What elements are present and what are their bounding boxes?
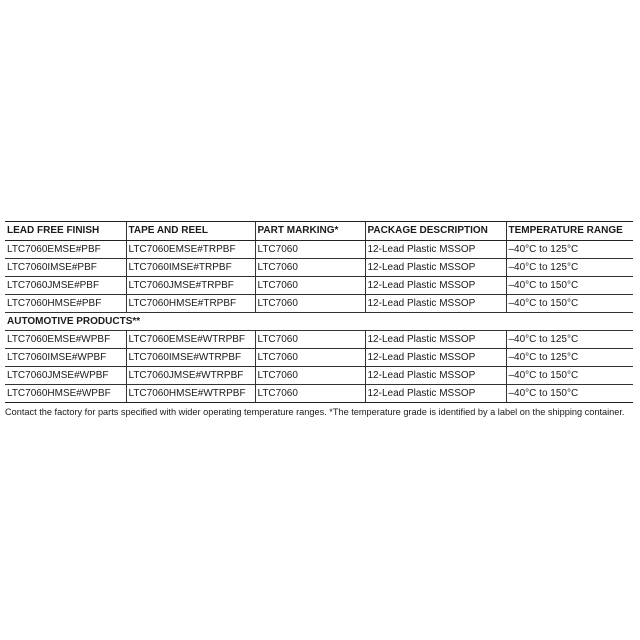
tape-and-reel-cell: LTC7060IMSE#TRPBF bbox=[126, 259, 255, 277]
header-part-marking: PART MARKING* bbox=[255, 222, 365, 241]
tape-and-reel-cell: LTC7060EMSE#WTRPBF bbox=[126, 331, 255, 349]
lead-free-finish-cell: LTC7060IMSE#WPBF bbox=[5, 349, 126, 367]
package-description-cell: 12-Lead Plastic MSSOP bbox=[365, 331, 506, 349]
part-marking-cell: LTC7060 bbox=[255, 331, 365, 349]
table-row bbox=[5, 277, 633, 295]
table-footnote: Contact the factory for parts specified with wider operating temperature ranges. *The temperature grade is identified by a label on the shipping container. bbox=[5, 407, 625, 417]
package-description-cell: 12-Lead Plastic MSSOP bbox=[365, 277, 506, 295]
part-marking-cell: LTC7060 bbox=[255, 367, 365, 385]
package-description-cell: 12-Lead Plastic MSSOP bbox=[365, 349, 506, 367]
table-header-row bbox=[5, 222, 633, 241]
tape-and-reel-cell: LTC7060HMSE#TRPBF bbox=[126, 295, 255, 313]
tape-and-reel-cell: LTC7060EMSE#TRPBF bbox=[126, 241, 255, 259]
package-description-cell: 12-Lead Plastic MSSOP bbox=[365, 367, 506, 385]
lead-free-finish-cell: LTC7060JMSE#PBF bbox=[5, 277, 126, 295]
temperature-range-cell: –40°C to 125°C bbox=[506, 331, 633, 349]
automotive-group-row bbox=[5, 313, 633, 331]
temperature-range-cell: –40°C to 125°C bbox=[506, 349, 633, 367]
table-row bbox=[5, 367, 633, 385]
tape-and-reel-cell: LTC7060IMSE#WTRPBF bbox=[126, 349, 255, 367]
lead-free-finish-cell: LTC7060EMSE#PBF bbox=[5, 241, 126, 259]
table-row bbox=[5, 385, 633, 403]
temperature-range-cell: –40°C to 150°C bbox=[506, 277, 633, 295]
header-lead-free-finish: LEAD FREE FINISH bbox=[5, 222, 126, 241]
package-description-cell: 12-Lead Plastic MSSOP bbox=[365, 385, 506, 403]
tape-and-reel-cell: LTC7060HMSE#WTRPBF bbox=[126, 385, 255, 403]
tape-and-reel-cell: LTC7060JMSE#TRPBF bbox=[126, 277, 255, 295]
temperature-range-cell: –40°C to 150°C bbox=[506, 385, 633, 403]
table-row bbox=[5, 295, 633, 313]
temperature-range-cell: –40°C to 150°C bbox=[506, 367, 633, 385]
temperature-range-cell: –40°C to 125°C bbox=[506, 259, 633, 277]
temperature-range-cell: –40°C to 125°C bbox=[506, 241, 633, 259]
part-marking-cell: LTC7060 bbox=[255, 385, 365, 403]
package-description-cell: 12-Lead Plastic MSSOP bbox=[365, 295, 506, 313]
header-package-description: PACKAGE DESCRIPTION bbox=[365, 222, 506, 241]
temperature-range-cell: –40°C to 150°C bbox=[506, 295, 633, 313]
lead-free-finish-cell: LTC7060JMSE#WPBF bbox=[5, 367, 126, 385]
table-row bbox=[5, 241, 633, 259]
part-marking-cell: LTC7060 bbox=[255, 295, 365, 313]
package-description-cell: 12-Lead Plastic MSSOP bbox=[365, 241, 506, 259]
order-information-table bbox=[5, 221, 633, 403]
part-marking-cell: LTC7060 bbox=[255, 349, 365, 367]
part-marking-cell: LTC7060 bbox=[255, 277, 365, 295]
part-marking-cell: LTC7060 bbox=[255, 241, 365, 259]
tape-and-reel-cell: LTC7060JMSE#WTRPBF bbox=[126, 367, 255, 385]
lead-free-finish-cell: LTC7060HMSE#WPBF bbox=[5, 385, 126, 403]
lead-free-finish-cell: LTC7060EMSE#WPBF bbox=[5, 331, 126, 349]
part-marking-cell: LTC7060 bbox=[255, 259, 365, 277]
header-tape-and-reel: TAPE AND REEL bbox=[126, 222, 255, 241]
table-row bbox=[5, 331, 633, 349]
table-row bbox=[5, 259, 633, 277]
package-description-cell: 12-Lead Plastic MSSOP bbox=[365, 259, 506, 277]
header-temperature-range: TEMPERATURE RANGE bbox=[506, 222, 633, 241]
table-row bbox=[5, 349, 633, 367]
automotive-products-label: AUTOMOTIVE PRODUCTS** bbox=[5, 313, 633, 331]
lead-free-finish-cell: LTC7060HMSE#PBF bbox=[5, 295, 126, 313]
lead-free-finish-cell: LTC7060IMSE#PBF bbox=[5, 259, 126, 277]
